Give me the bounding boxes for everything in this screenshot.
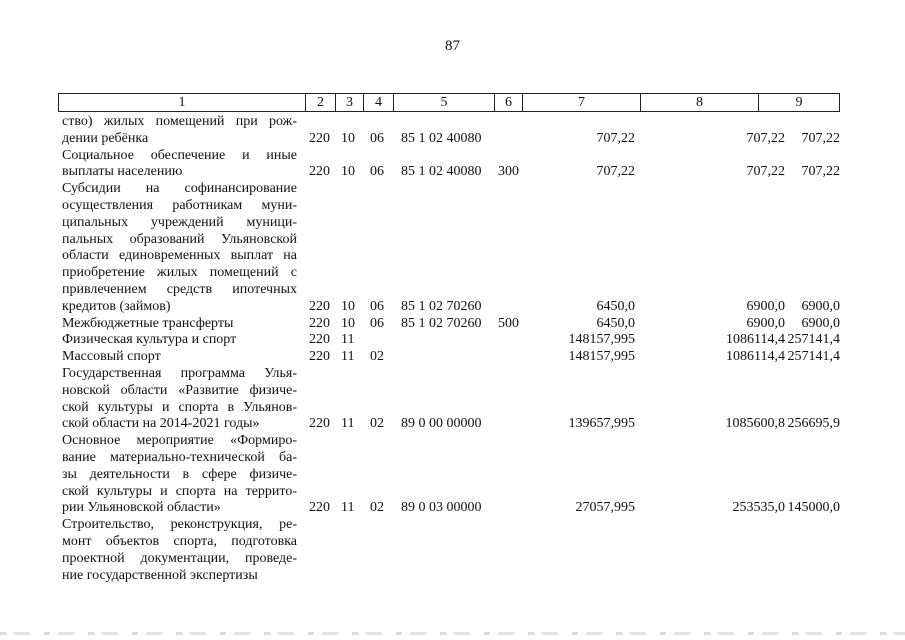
cell-c3: 11 bbox=[341, 500, 355, 516]
cell-c2: 220 bbox=[309, 130, 330, 146]
description-line: монт объектов спорта, подготовка bbox=[62, 533, 297, 549]
description-line: Физическая культура и спорт bbox=[62, 332, 237, 348]
description-line: Субсидии на софинансирование bbox=[62, 181, 297, 197]
description-line: проектной документации, проведе- bbox=[62, 550, 297, 566]
header-col-5: 5 bbox=[393, 94, 494, 111]
row-description bbox=[62, 349, 297, 366]
cell-c4: 06 bbox=[370, 315, 384, 331]
description-line: осуществления работникам муни- bbox=[62, 197, 297, 213]
cell-c5: 89 0 03 00000 bbox=[401, 500, 482, 516]
row-description bbox=[62, 366, 297, 433]
cell-c8: 1086114,4 bbox=[726, 349, 785, 365]
description-line: ципальных учреждений муници- bbox=[62, 214, 297, 230]
description-line: ской области на 2014-2021 годы» bbox=[62, 416, 260, 432]
table-row bbox=[0, 181, 905, 315]
cell-c2: 220 bbox=[309, 315, 330, 331]
description-line: ние государственной экспертизы bbox=[62, 567, 258, 583]
table-row bbox=[0, 114, 905, 148]
row-description bbox=[62, 332, 297, 349]
cell-c8: 1085600,8 bbox=[725, 416, 785, 432]
scan-artifact bbox=[0, 632, 905, 635]
description-line: Массовый спорт bbox=[62, 349, 161, 365]
description-line: привлечением средств ипотечных bbox=[62, 281, 297, 297]
description-line: Социальное обеспечение и иные bbox=[62, 147, 297, 163]
description-line: вание материально-технической ба- bbox=[62, 449, 297, 465]
header-col-1: 1 bbox=[178, 95, 186, 110]
header-col-4: 4 bbox=[363, 94, 393, 111]
cell-c4: 06 bbox=[370, 130, 384, 146]
cell-c5: 85 1 02 70260 bbox=[401, 315, 482, 331]
description-line: Государственная программа Улья- bbox=[62, 366, 297, 381]
cell-c9: 6900,0 bbox=[801, 315, 840, 331]
description-line: приобретение жилых помещений с bbox=[62, 265, 297, 281]
description-line: ство) жилых помещений при рож- bbox=[62, 114, 297, 129]
cell-c9: 707,22 bbox=[801, 130, 840, 146]
description-line: пальных образований Ульяновской bbox=[62, 231, 297, 247]
cell-c4: 06 bbox=[370, 298, 384, 314]
cell-c7: 27057,995 bbox=[575, 500, 635, 516]
table-header bbox=[58, 93, 840, 112]
row-description bbox=[62, 148, 297, 182]
row-description bbox=[62, 114, 297, 148]
row-description bbox=[62, 316, 297, 333]
cell-c9: 256695,9 bbox=[787, 416, 840, 432]
row-description bbox=[62, 181, 297, 315]
cell-c2: 220 bbox=[309, 164, 330, 180]
cell-c2: 220 bbox=[309, 500, 330, 516]
page-number: 87 bbox=[445, 38, 460, 54]
header-col-2: 2 bbox=[305, 94, 335, 111]
cell-c3: 10 bbox=[341, 298, 355, 314]
cell-c5: 85 1 02 40080 bbox=[401, 130, 482, 146]
cell-c8: 707,22 bbox=[746, 164, 785, 180]
cell-c6: 500 bbox=[498, 315, 519, 331]
cell-c6: 300 bbox=[498, 164, 519, 180]
cell-c3: 10 bbox=[341, 315, 355, 331]
table-row bbox=[0, 349, 905, 366]
row-description bbox=[62, 433, 297, 517]
description-line: ской культуры и спорта на террито- bbox=[62, 483, 297, 499]
cell-c2: 220 bbox=[309, 298, 330, 314]
cell-c7: 6450,0 bbox=[596, 315, 635, 331]
header-col-3: 3 bbox=[335, 94, 363, 111]
cell-c3: 10 bbox=[341, 164, 355, 180]
header-col-9: 9 bbox=[758, 94, 839, 111]
cell-c8: 253535,0 bbox=[732, 500, 785, 516]
cell-c7: 6450,0 bbox=[596, 298, 635, 314]
table-row bbox=[0, 433, 905, 517]
cell-c4: 02 bbox=[370, 349, 384, 365]
cell-c3: 10 bbox=[341, 130, 355, 146]
cell-c8: 6900,0 bbox=[746, 315, 785, 331]
cell-c4: 02 bbox=[370, 416, 384, 432]
header-col-6: 6 bbox=[494, 94, 522, 111]
cell-c9: 145000,0 bbox=[787, 500, 840, 516]
description-line: рии Ульяновской области» bbox=[62, 500, 221, 516]
description-line: зы деятельности в сфере физиче- bbox=[62, 466, 297, 482]
description-line: Строительство, реконструкция, ре- bbox=[62, 517, 297, 533]
cell-c7: 148157,995 bbox=[568, 332, 635, 348]
description-line: ской культуры и спорта в Ульянов- bbox=[62, 399, 297, 415]
cell-c2: 220 bbox=[309, 332, 330, 348]
description-line: области единовременных выплат на bbox=[62, 248, 297, 264]
cell-c3: 11 bbox=[341, 349, 355, 365]
cell-c8: 707,22 bbox=[746, 130, 785, 146]
table-row bbox=[0, 332, 905, 349]
cell-c5: 85 1 02 70260 bbox=[401, 298, 482, 314]
cell-c4: 06 bbox=[370, 164, 384, 180]
cell-c7: 139657,995 bbox=[568, 416, 635, 432]
table-row bbox=[0, 148, 905, 182]
header-col-7: 7 bbox=[522, 94, 640, 111]
cell-c5: 89 0 00 00000 bbox=[401, 416, 482, 432]
cell-c3: 11 bbox=[341, 332, 355, 348]
cell-c2: 220 bbox=[309, 349, 330, 365]
description-line: кредитов (займов) bbox=[62, 298, 171, 314]
header-col-8: 8 bbox=[640, 94, 758, 111]
cell-c7: 148157,995 bbox=[568, 349, 635, 365]
cell-c5: 85 1 02 40080 bbox=[401, 164, 482, 180]
description-line: Основное мероприятие «Формиро- bbox=[62, 433, 297, 449]
cell-c8: 1086114,4 bbox=[726, 332, 785, 348]
cell-c9: 257141,4 bbox=[787, 332, 840, 348]
row-description bbox=[62, 517, 297, 584]
cell-c3: 11 bbox=[341, 416, 355, 432]
cell-c2: 220 bbox=[309, 416, 330, 432]
table-row bbox=[0, 517, 905, 584]
cell-c4: 02 bbox=[370, 500, 384, 516]
cell-c9: 6900,0 bbox=[801, 298, 840, 314]
cell-c9: 257141,4 bbox=[787, 349, 840, 365]
cell-c9: 707,22 bbox=[801, 164, 840, 180]
cell-c7: 707,22 bbox=[596, 130, 635, 146]
cell-c8: 6900,0 bbox=[746, 298, 785, 314]
cell-c7: 707,22 bbox=[596, 164, 635, 180]
description-line: новской области «Развитие физиче- bbox=[62, 382, 297, 398]
table-row bbox=[0, 316, 905, 333]
table-row bbox=[0, 366, 905, 433]
description-line: дении ребёнка bbox=[62, 130, 149, 146]
description-line: выплаты населению bbox=[62, 164, 183, 180]
description-line: Межбюджетные трансферты bbox=[62, 315, 234, 331]
